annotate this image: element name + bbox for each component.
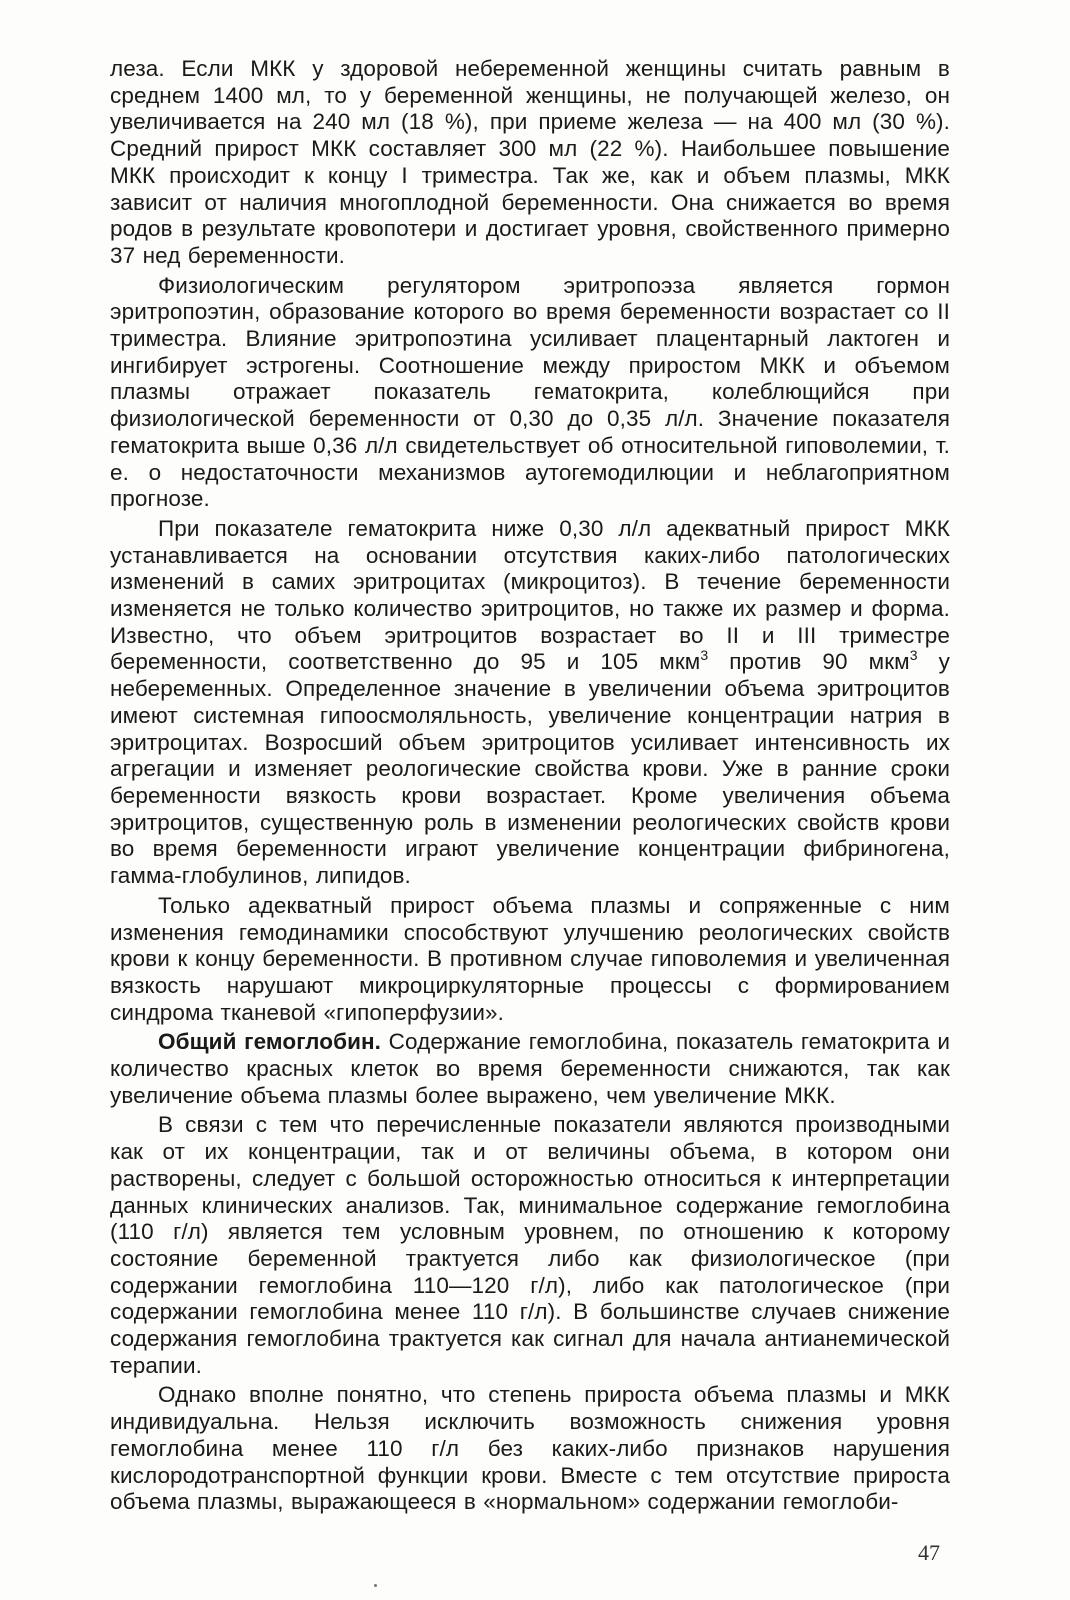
paragraph-5-text: Только адекватный прирост объема плазмы и сопряженные с ним изменения гемодинамики способствуют улучшению реологических свойств крови к концу беременности. В противном случае гиповолемия и увеличенная вязкость нарушают микроциркуляторные процессы с формированием синдрома тканевой «гипоперфузии». (110, 892, 950, 1025)
body-text (110, 56, 950, 1516)
superscript-cubed-1: 3 (700, 647, 709, 664)
paragraph-4-text-after: у небеременных. Определенное значение в увеличении объема эритроцитов имеют системная гипоосмоляльность, увеличение концентрации натрия в эритроцитах. Возросший объем эритроцитов усиливает интенсивность их агрегации и изменяет реологические свойства крови. Уже в ранние сроки беременности вязкость крови возрастает. Кроме увеличения объема эритроцитов, существенную роль в изменении реологических свойств крови во время беременности играют увеличение концентрации фибриногена, гамма-глобулинов, липидов. (110, 649, 950, 889)
paragraph-8 (110, 1382, 950, 1516)
paragraph-1-text: леза. Если МКК у здоровой небеременной женщины считать равным в среднем 1400 мл, то у беременной женщины, не получающей железо, он увеличивается на 240 мл (18 %), при приеме железа — на 400 мл (30 %). Средний прирост МКК составляет 300 мл (22 %). (110, 56, 950, 162)
paragraph-6-text: Содержание гемоглобина, показатель гематокрита и количество красных клеток во время беременности снижаются, так как увеличение объема плазмы более выражено, чем увеличение МКК. (110, 1029, 950, 1108)
paragraph-6 (110, 1029, 950, 1109)
paragraph-1 (110, 56, 950, 270)
superscript-cubed-2: 3 (909, 647, 918, 664)
paragraph-5 (110, 893, 950, 1027)
paragraph-3-text: Физиологическим регулятором эритропоэза является гормон эритропоэтин, образование которого во время беременности возрастает со II триместра. Влияние эритропоэтина усиливает плацентарный лактоген и ингибирует эстрогены. Соотношение между приростом МКК и объемом плазмы отражает показатель гематокрита, колеблющийся при физиологической беременности от 0,30 до 0,35 л/л. Значение показателя гематокрита выше 0,36 л/л свидетельствует об относительной гиповолемии, т. е. о недостаточности механизмов аутогемодилюции и неблагоприятном прогнозе. (110, 272, 950, 512)
paragraph-7-text: В связи с тем что перечисленные показатели являются производными как от их концентрации, так и от величины объема, в котором они растворены, следует с большой осторожностью относиться к интерпретации данных клинических анализов. Так, минимальное содержание гемоглобина (110 г/л) является тем условным уровнем, по отношению к которому состояние беременной трактуется либо как физиологическое (при содержании гемоглобина 110—120 г/л), либо как патологическое (при содержании гемоглобина менее 110 г/л). В большинстве случаев снижение содержания гемоглобина трактуется как сигнал для начала антианемической терапии. (110, 1112, 950, 1378)
paragraph-8-text: Однако вполне понятно, что степень прироста объема плазмы и МКК индивидуальна. Нельзя исключить возможность снижения уровня гемоглобина менее 110 г/л без каких-либо признаков нарушения кислородотранспортной функции крови. Вместе с тем отсутствие прироста объема плазмы, выражающееся в «нормальном» содержании гемоглоби- (110, 1382, 950, 1515)
section-run-in-heading: Общий гемоглобин. (158, 1029, 382, 1055)
paragraph-3 (110, 273, 950, 513)
paragraph-4-text-middle: против 90 мкм (708, 649, 910, 675)
scan-speck (374, 1584, 377, 1587)
paragraph-7 (110, 1112, 950, 1379)
paragraph-4 (110, 516, 950, 890)
paragraph-4-text-before: При показателе гематокрита ниже 0,30 л/л адекватный прирост МКК устанавливается на основании отсутствия каких-либо патологических изменений в самих эритроцитах (микроцитоз). В течение беременности изменяется не только количество эритроцитов, но также их размер и форма. Известно, что объем эритроцитов возрастает во II и III триместре беременности, соответственно до 95 и 105 мкм (110, 515, 950, 675)
page-number: 47 (918, 1540, 940, 1565)
paragraph-2-text: Наибольшее повышение МКК происходит к концу I триместра. Так же, как и объем плазмы, МКК зависит от наличия многоплодной беременности. Она снижается во время родов в результате кровопотери и достигает уровня, свойственного примерно 37 нед беременности. (110, 136, 950, 268)
